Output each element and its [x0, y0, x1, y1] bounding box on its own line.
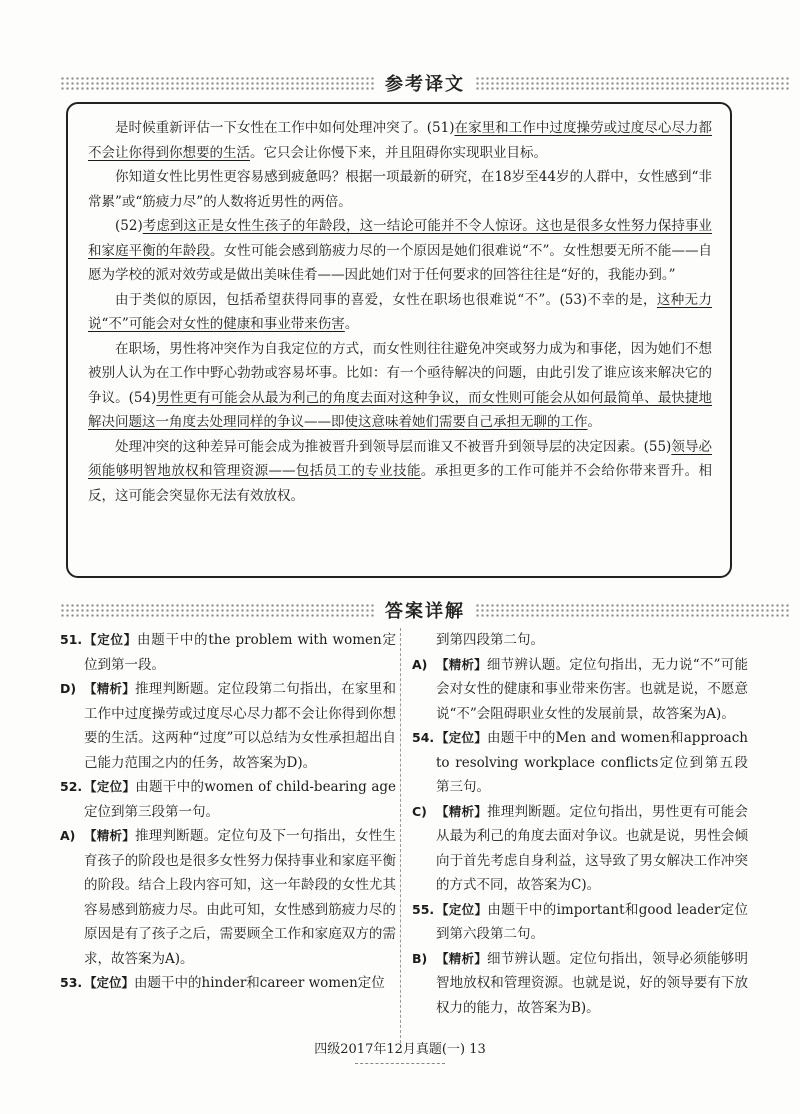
answer-tag: 【定位】	[84, 779, 136, 794]
answer-entry	[60, 971, 396, 996]
answer-column-right	[412, 628, 748, 1020]
translation-paragraph	[88, 435, 712, 509]
answer-title: 答案详解	[385, 601, 465, 622]
paragraph-text: 是时候重新评估一下女性在工作中如何处理冲突了。(51)	[115, 120, 455, 136]
answer-body	[84, 824, 396, 971]
translation-paragraph	[88, 165, 712, 214]
answer-body	[436, 800, 748, 898]
translation-paragraph	[88, 116, 712, 165]
answer-column-left	[60, 628, 396, 996]
answer-body	[436, 653, 748, 727]
page-footer	[0, 1038, 800, 1064]
answer-tag: 【精析】	[436, 803, 487, 819]
footer-rule	[355, 1063, 445, 1064]
paragraph-text: 你知道女性比男性更容易感到疲惫吗？根据一项最新的研究，在18岁至44岁的人群中，女性感到“非常累”或“筋疲力尽”的人数将近男性的两倍。	[88, 169, 712, 210]
paragraph-text: 在职场，男性将冲突作为自我定位的方式，而女性则往往避免冲突或努力成为和事佬，因为她们不想被别人认为在工作中野心勃勃或容易坏事。比如：有一个亟待解决的问题，由此引发了谁应该来解决它的争议。(54)	[88, 340, 712, 406]
underlined-answer-text: 在家里和工作中过度操劳或过度尽心尽力都不会让你得到你想要的生活	[88, 120, 713, 161]
translation-paragraph	[88, 337, 712, 435]
answer-body	[84, 628, 396, 677]
answer-label: 55.	[412, 901, 435, 917]
answer-text: 到第四段第二句。	[436, 632, 544, 648]
header-dots-left	[60, 76, 375, 90]
answer-text: 由题干中的important和good leader定位到第六段第二句。	[436, 901, 748, 942]
answer-text: 推理判断题。定位句指出，男性更有可能会从最为利己的角度去面对争议。也就是说，男性会倾向于首先考虑自身利益，这导致了男女解决工作冲突的方式不同，故答案为C)。	[436, 803, 748, 893]
paragraph-text: 。它只会让你慢下来，并且阻碍你实现职业目标。	[250, 144, 547, 161]
answer-columns	[60, 628, 760, 1048]
translation-header	[60, 70, 790, 96]
paragraph-text: 。承担更多的工作可能并不会给你带来晋升。相反，这可能会突显你无法有效放权。	[88, 463, 713, 504]
header-dots-right	[475, 603, 790, 617]
answer-entry	[412, 898, 748, 947]
answer-label: A)	[60, 828, 76, 843]
answer-text: 由题干中的the problem with women定位到第一段。	[84, 632, 396, 673]
answer-body	[84, 971, 396, 996]
answer-text: 细节辨认题。定位句指出，无力说“不”可能会对女性的健康和事业带来伤害。也就是说，不愿意说“不”会阻碍职业女性的发展前景，故答案为A)。	[436, 656, 748, 722]
paragraph-text: 处理冲突的这种差异可能会成为推被晋升到领导层而谁又不被晋升到领导层的决定因素。(55)	[115, 438, 672, 455]
answer-entry	[60, 824, 396, 971]
footer-page-number: 13	[469, 1042, 486, 1057]
answer-label: C)	[412, 803, 427, 819]
column-divider	[400, 628, 401, 1043]
answer-tag: 【定位】	[84, 975, 135, 990]
answer-label: B)	[412, 950, 428, 966]
answer-body	[84, 677, 396, 775]
answer-body	[84, 775, 396, 824]
translation-box	[66, 102, 732, 578]
answer-tag: 【定位】	[84, 632, 138, 647]
answer-entry	[412, 628, 748, 653]
header-dots-left	[60, 603, 375, 617]
underlined-answer-text: 领导必须能够明智地放权和管理资源——包括员工的专业技能	[88, 438, 713, 479]
paragraph-text: 。	[587, 414, 601, 430]
paragraph-text: (52)	[115, 218, 143, 234]
translation-paragraph	[88, 288, 712, 337]
answer-label: 52.	[60, 779, 83, 794]
answer-text: 由题干中的hinder和career women定位	[134, 975, 385, 991]
answer-label: 54.	[412, 730, 435, 745]
answer-entry	[412, 653, 748, 727]
answer-tag: 【精析】	[436, 656, 487, 672]
translation-paragraph	[88, 214, 712, 288]
answer-entry	[412, 800, 748, 898]
answer-entry	[412, 726, 748, 800]
footer-page-label: 四级2017年12月真题(一)	[314, 1042, 466, 1057]
paragraph-text: 。	[344, 316, 359, 332]
underlined-answer-text: 这种无力说“不”可能会对女性的健康和事业带来伤害	[88, 291, 713, 332]
answer-tag: 【精析】	[84, 828, 135, 843]
answer-label: 53.	[60, 975, 83, 990]
underlined-answer-text: 考虑到这正是女性生孩子的年龄段，这一结论可能并不令人惊讶。这也是很多女性努力保持事业和家庭平衡的年龄段	[88, 218, 712, 259]
answer-tag: 【定位】	[436, 730, 487, 745]
answer-text: 细节辨认题。定位句指出，领导必须能够明智地放权和管理资源。也就是说，好的领导要有下放权力的能力，故答案为B)。	[436, 950, 748, 1016]
answer-text: 由题干中的women of child-bearing age定位到第三段第一句。	[84, 779, 396, 820]
answer-label: D)	[60, 681, 77, 696]
answer-tag: 【精析】	[84, 681, 135, 696]
answer-label	[412, 628, 436, 653]
answer-entry	[60, 628, 396, 677]
answer-body	[436, 628, 748, 653]
paragraph-text: 由于类似的原因，包括希望获得同事的喜爱，女性在职场也很难说“不”。(53)不幸的是，	[115, 291, 657, 308]
answer-text: 推理判断题。定位句及下一句指出，女性生育孩子的阶段也是很多女性努力保持事业和家庭平衡的阶段。结合上段内容可知，这一年龄段的女性尤其容易感到筋疲力尽。由此可知，女性感到筋疲力尽的原因是有了孩子之后，需要顾全工作和家庭双方的需求，故答案为A)。	[84, 828, 396, 967]
answer-body	[436, 726, 748, 800]
answer-label: 51.	[60, 632, 83, 647]
answer-body	[436, 898, 748, 947]
header-dots-right	[475, 76, 790, 90]
answer-text: 推理判断题。定位段第二句指出，在家里和工作中过度操劳或过度尽心尽力都不会让你得到你想要的生活。这两种“过度”可以总结为女性承担超出自己能力范围之内的任务，故答案为D)。	[84, 681, 396, 771]
answer-tag: 【精析】	[436, 950, 487, 966]
answer-body	[436, 947, 748, 1021]
translation-title: 参考译文	[385, 74, 465, 95]
answer-entry	[60, 775, 396, 824]
paragraph-text: 。女性可能会感到筋疲力尽的一个原因是她们很难说“不”。女性想要无所不能——自愿为学校的派对效劳或是做出美味佳肴——因此她们对于任何要求的回答往往是“好的，我能办到。”	[88, 242, 712, 283]
answer-header	[60, 597, 790, 623]
answer-label: A)	[412, 656, 428, 672]
answer-entry	[60, 677, 396, 775]
answer-entry	[412, 947, 748, 1021]
answer-tag: 【定位】	[436, 901, 488, 917]
answer-text: 由题干中的Men and women和approach to resolving workplace conflicts定位到第五段第三句。	[436, 730, 748, 795]
underlined-answer-text: 男性更有可能会从最为利己的角度去面对这种争议，而女性则可能会从如何最简单、最快捷地解决问题这一角度去处理同样的争议——即使这意味着她们需要自己承担无聊的工作	[88, 389, 712, 430]
